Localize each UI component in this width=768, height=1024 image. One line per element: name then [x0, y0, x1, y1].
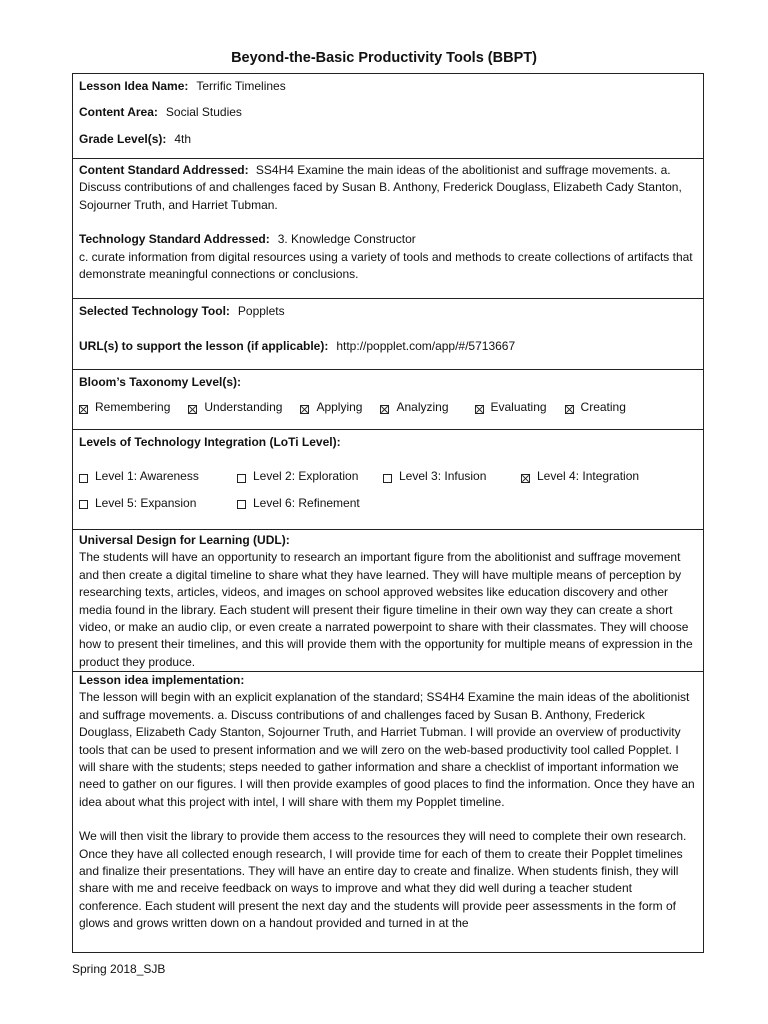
checkbox-icon — [79, 474, 88, 483]
url-value[interactable]: http://popplet.com/app/#/5713667 — [336, 339, 516, 354]
footer-text: Spring 2018_SJB — [72, 962, 166, 976]
technology-standard-value: 3. Knowledge Constructor — [277, 232, 416, 247]
implementation-section — [73, 672, 703, 952]
checkbox-icon — [79, 500, 88, 509]
url-label: URL(s) to support the lesson (if applicable): — [79, 339, 329, 354]
blooms-option-remembering[interactable] — [79, 399, 170, 416]
option-label: Evaluating — [490, 400, 547, 415]
option-label: Level 2: Exploration — [253, 469, 359, 484]
blooms-section — [73, 370, 703, 430]
loti-option-level-2[interactable] — [237, 468, 365, 485]
technology-standard — [79, 231, 697, 248]
loti-option-level-5[interactable] — [79, 495, 219, 512]
loti-option-level-6[interactable] — [237, 495, 360, 512]
tool-value: Popplets — [237, 304, 285, 318]
implementation-paragraph-1: The lesson will begin with an explicit explanation of the standard; SS4H4 Examine the main ideas of the abolitionist and suffrage movements. a. Discuss contributions of and challenges faced by Susan B. Anthony, Frederick Douglass, Elizabeth Cady Stanton, Sojourner Truth, and Harriet Tubman. I will provide an overview of productivity tools that can be used to present information and we will zero on the web-based productivity tool called Popplet. I will share with the students; steps needed to gather information and share a checklist of important information we need to gather on our figures. I will then provide examples of good places to find the information. Once they have an idea about what this project with intel, I will share with them my Popplet timeline. — [79, 690, 695, 809]
lesson-form — [72, 73, 704, 953]
lesson-name-label: Lesson Idea Name: — [79, 79, 189, 93]
udl-label: Universal Design for Learning (UDL): — [79, 533, 290, 547]
option-label: Analyzing — [396, 400, 449, 415]
lesson-name-row — [79, 78, 697, 95]
grade-level-row — [79, 131, 697, 148]
option-label: Level 4: Integration — [537, 469, 640, 484]
lesson-name-value: Terrific Timelines — [196, 79, 286, 93]
option-label: Applying — [316, 400, 363, 415]
loti-options-row-2 — [79, 495, 697, 512]
implementation-paragraph-2: We will then visit the library to provide them access to the resources they will need to complete their own research. Once they have all collected enough research, I will provide time for each of them to create their Popplet timelines and finalize their presentations. They will have an entire day to create and finalize. When students finish, they will share with me and receive feedback on ways to improve and what they did well during a teacher student conference. Each student will present the next day and the students will provide peer assessments in the form of glows and grows written down on a handout provided and turned in at the — [79, 829, 687, 931]
udl-text: The students will have an opportunity to research an important figure from the abolitionist and suffrage movement and then create a digital timeline to share what they have learned. They will have multiple means of perception by researching texts, articles, videos, and images on school approved websites like education discovery and other media found in the library. Each student will present their figure timeline in their own way they can create a short video, or make an audio clip, or even create a narrated powerpoint to share with their classmates. They will choose how to present their timelines, and this will provide them with the opportunity for multiple means of expression in the product they produce. — [79, 550, 693, 669]
checkbox-icon — [300, 405, 309, 414]
checkbox-icon — [79, 405, 88, 414]
content-standard — [79, 162, 697, 214]
option-label: Level 6: Refinement — [253, 495, 360, 510]
technology-standard-detail: c. curate information from digital resources using a variety of tools and methods to create collections of artifacts that demonstrate meaningful connections or conclusions. — [79, 249, 693, 282]
checkbox-icon — [380, 405, 389, 414]
content-standard-value: SS4H4 Examine the main ideas of the abolitionist and suffrage movements. a. Discuss contributions of and challenges faced by Susan B. Anthony, Frederick Douglass, Elizabeth Cady Stanton, Sojourner Truth, and Harriet Tubman. — [79, 163, 682, 212]
option-label: Creating — [580, 400, 626, 415]
checkbox-icon — [237, 474, 246, 483]
content-area-label: Content Area: — [79, 105, 158, 120]
loti-section — [73, 430, 703, 530]
blooms-option-applying[interactable] — [300, 399, 362, 416]
loti-option-level-1[interactable] — [79, 468, 219, 485]
blooms-option-creating[interactable] — [565, 399, 626, 416]
udl-section — [73, 530, 703, 672]
option-label: Understanding — [204, 400, 283, 415]
checkbox-icon — [383, 474, 392, 483]
implementation-label: Lesson idea implementation: — [79, 673, 245, 687]
tool-label: Selected Technology Tool: — [79, 304, 230, 318]
standards-section — [73, 159, 703, 299]
blooms-option-evaluating[interactable] — [475, 399, 547, 416]
option-label: Level 3: Infusion — [399, 469, 487, 484]
grade-level-value: 4th — [174, 131, 192, 146]
technology-tool-section — [73, 299, 703, 370]
checkbox-icon — [188, 405, 197, 414]
technology-standard-label: Technology Standard Addressed: — [79, 232, 270, 247]
checkbox-icon — [237, 500, 246, 509]
url-row — [79, 338, 697, 355]
loti-label: Levels of Technology Integration (LoTi Level): — [79, 435, 341, 449]
grade-level-label: Grade Level(s): — [79, 131, 167, 146]
option-label: Remembering — [95, 400, 171, 415]
loti-option-level-3[interactable] — [383, 468, 503, 485]
document-title: Beyond-the-Basic Productivity Tools (BBPT) — [231, 50, 537, 66]
loti-options-row-1 — [79, 468, 697, 485]
checkbox-icon — [521, 474, 530, 483]
option-label: Level 1: Awareness — [95, 469, 199, 484]
option-label: Level 5: Expansion — [95, 495, 197, 510]
content-area-value: Social Studies — [165, 105, 242, 120]
blooms-options — [79, 399, 697, 416]
blooms-option-understanding[interactable] — [188, 399, 282, 416]
checkbox-icon — [565, 405, 574, 414]
blooms-option-analyzing[interactable] — [380, 399, 448, 416]
lesson-info-section — [73, 74, 703, 159]
checkbox-icon — [475, 405, 484, 414]
blooms-label: Bloom’s Taxonomy Level(s): — [79, 375, 242, 389]
loti-option-level-4[interactable] — [521, 468, 639, 485]
tool-row — [79, 303, 697, 320]
content-area-row — [79, 104, 697, 121]
content-standard-label: Content Standard Addressed: — [79, 163, 249, 177]
